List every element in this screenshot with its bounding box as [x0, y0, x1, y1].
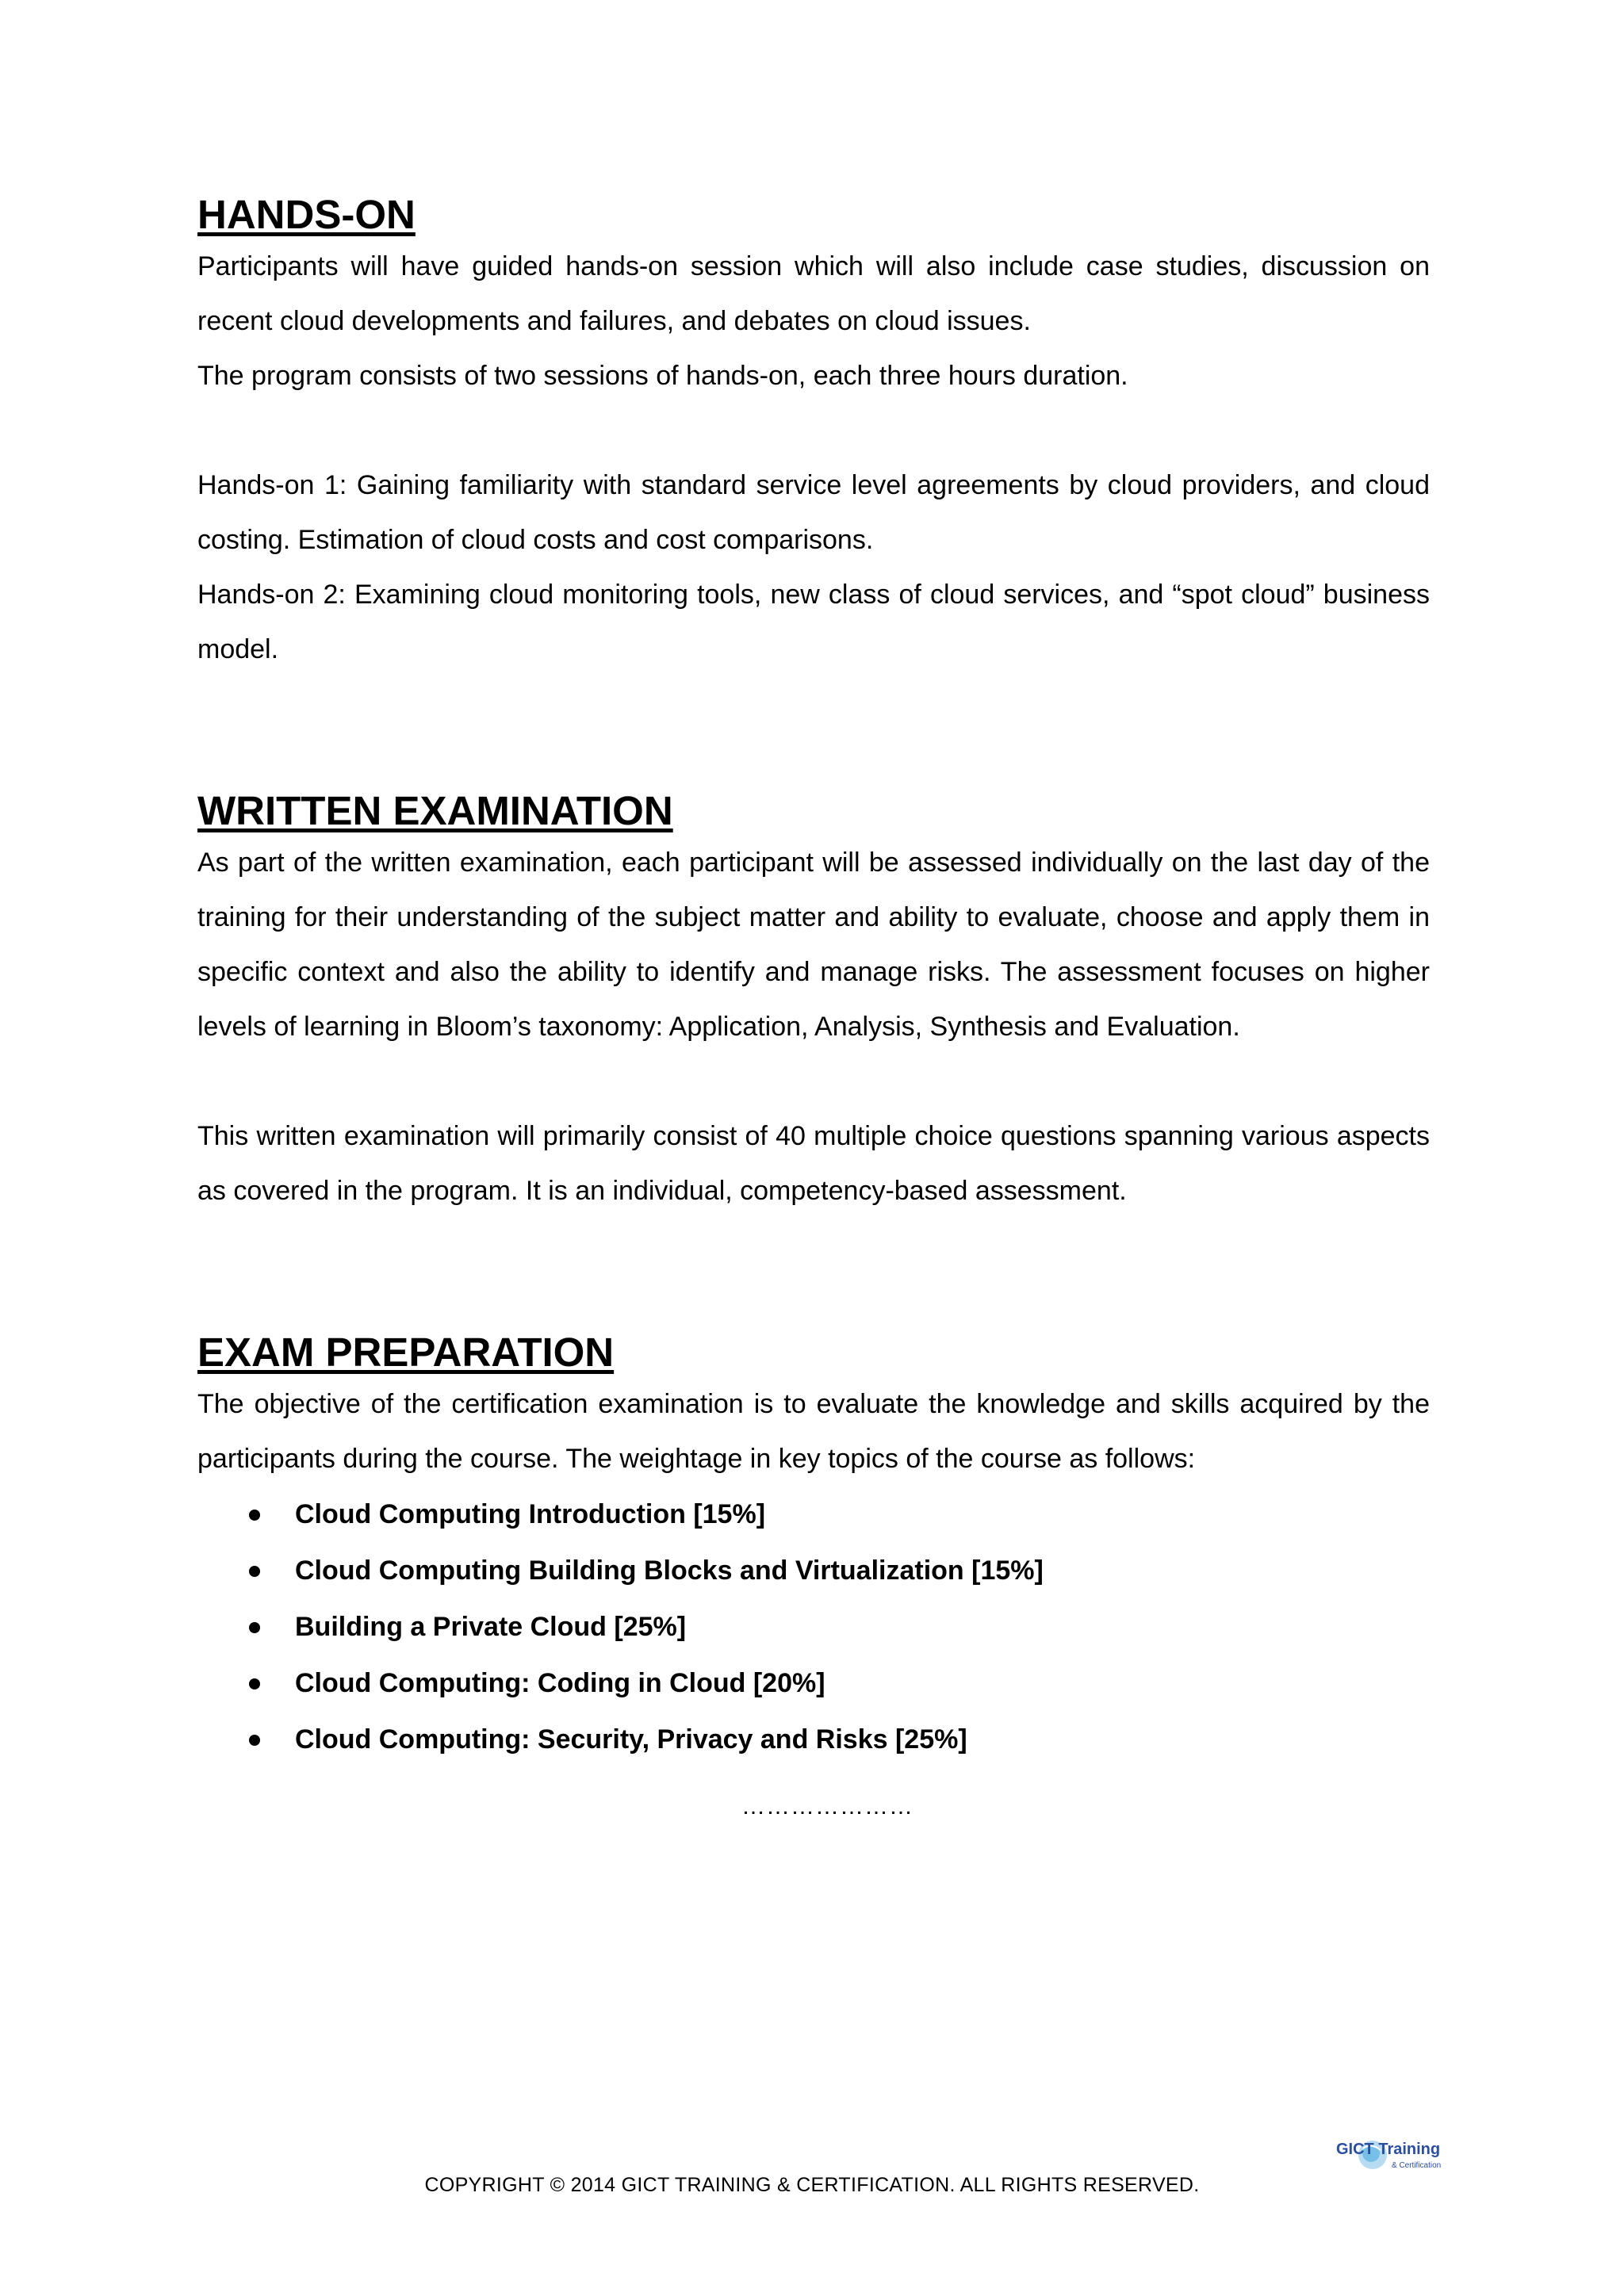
- topic-label: Cloud Computing: Security, Privacy and Risks [25%]: [295, 1724, 967, 1755]
- bullet-icon: [249, 1566, 260, 1577]
- hands-on-sessions-paragraph: The program consists of two sessions of hands-on, each three hours duration.: [197, 361, 1128, 391]
- exam-prep-paragraph: The objective of the certification examination is to evaluate the knowledge and skills acquired by the participants during the course. The weightage in key topics of the course as follows:: [197, 1389, 1430, 1474]
- gict-logo: [1335, 2133, 1442, 2180]
- topic-weightage-list: [197, 1487, 1430, 1768]
- end-of-section-marker: …………………: [741, 1793, 914, 1820]
- hands-on-heading: HANDS-ON: [197, 192, 416, 237]
- spacer: [197, 677, 1430, 786]
- topic-label: Cloud Computing Introduction [15%]: [295, 1499, 766, 1529]
- list-item: [295, 1599, 1430, 1655]
- topic-label: Cloud Computing: Coding in Cloud [20%]: [295, 1668, 825, 1698]
- logo-text: GICT Training: [1336, 2141, 1441, 2158]
- topic-label: Building a Private Cloud [25%]: [295, 1612, 687, 1642]
- list-item: [295, 1487, 1430, 1543]
- hands-on-1-paragraph: Hands-on 1: Gaining familiarity with standard service level agreements by cloud providers, and cloud costing. Estimation of cloud costs and cost comparisons.: [197, 470, 1430, 555]
- spacer: [197, 1219, 1430, 1328]
- page-content: [197, 190, 1430, 1768]
- written-examination-heading: WRITTEN EXAMINATION: [197, 788, 673, 833]
- bullet-icon: [249, 1622, 260, 1633]
- spacer: [197, 404, 1430, 458]
- spacer: [197, 1054, 1430, 1109]
- topic-label: Cloud Computing Building Blocks and Virtualization [15%]: [295, 1556, 1044, 1586]
- hands-on-2-paragraph: Hands-on 2: Examining cloud monitoring tools, new class of cloud services, and “spot cloud” business model.: [197, 580, 1430, 664]
- logo-subtext: & Certification: [1392, 2161, 1442, 2170]
- hands-on-intro-paragraph: Participants will have guided hands-on session which will also include case studies, discussion on recent cloud developments and failures, and debates on cloud issues.: [197, 251, 1430, 336]
- list-item: [295, 1712, 1430, 1768]
- list-item: [295, 1543, 1430, 1599]
- written-exam-paragraph: As part of the written examination, each participant will be assessed individually on the last day of the training for their understanding of the subject matter and ability to evaluate, choose and apply them in specific context and also the ability to identify and manage risks. The assessment focuses on higher levels of learning in Bloom’s taxonomy: Application, Analysis, Synthesis and Evaluation.: [197, 848, 1430, 1042]
- bullet-icon: [249, 1510, 260, 1521]
- bullet-icon: [249, 1678, 260, 1689]
- bullet-icon: [249, 1735, 260, 1746]
- written-exam-format-paragraph: This written examination will primarily consist of 40 multiple choice questions spanning various aspects as covered in the program. It is an individual, competency-based assessment.: [197, 1121, 1430, 1206]
- copyright-footer: COPYRIGHT © 2014 GICT TRAINING & CERTIFICATION. ALL RIGHTS RESERVED.: [424, 2174, 1200, 2196]
- exam-preparation-heading: EXAM PREPARATION: [197, 1330, 615, 1375]
- list-item: [295, 1655, 1430, 1712]
